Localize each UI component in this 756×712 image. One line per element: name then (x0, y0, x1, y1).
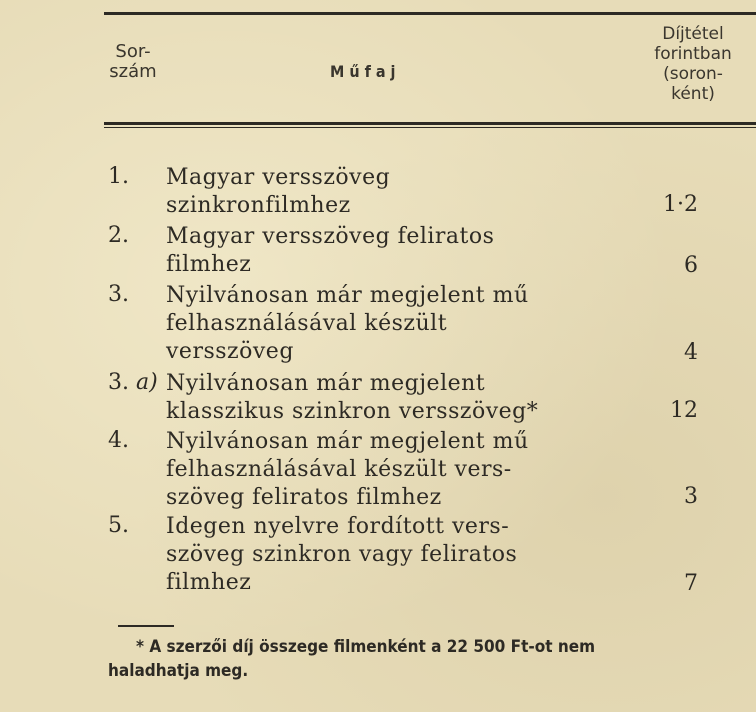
row-line: klasszikus szinkron versszöveg* (166, 399, 539, 424)
footnote-line: haladhatja meg. (108, 661, 249, 681)
row-fee: 6 (684, 253, 698, 278)
header-dijtetel-line: Díjtétel (662, 24, 724, 44)
header-rule (104, 122, 756, 125)
row-fee: 1·2 (663, 192, 698, 217)
row-description (166, 370, 538, 426)
row-number: 5. (108, 513, 129, 538)
top-rule (104, 12, 756, 15)
row-line: filmhez (166, 252, 252, 277)
header-mufaj: Műfaj (330, 62, 401, 81)
row-line: szinkronfilmhez (166, 193, 351, 218)
row-line: versszöveg (166, 339, 294, 364)
header-dijtetel-line: forintban (654, 44, 732, 64)
header-sorszam-line: Sor- (115, 41, 151, 62)
header-sorszam (100, 42, 166, 82)
row-fee: 12 (670, 398, 698, 423)
row-line: Nyilvánosan már megjelent mű (166, 429, 529, 454)
row-description (166, 223, 494, 279)
row-number: 2. (108, 223, 129, 248)
footnote-rule (118, 625, 174, 627)
header-dijtetel-line: (soron- (663, 64, 723, 84)
row-description (166, 164, 390, 220)
row-line: Nyilvánosan már megjelent mű (166, 283, 529, 308)
header-rule-thin (104, 127, 756, 128)
row-line: Idegen nyelvre fordított vers- (166, 514, 510, 539)
row-description (166, 282, 529, 366)
row-fee: 3 (684, 484, 698, 509)
row-line: filmhez (166, 570, 252, 595)
row-line: Nyilvánosan már megjelent (166, 371, 486, 396)
header-dijtetel-line: ként) (671, 84, 715, 104)
row-fee: 7 (684, 571, 698, 596)
row-line: felhasználásával készült (166, 311, 448, 336)
header-dijtetel (630, 24, 756, 104)
row-fee: 4 (684, 340, 698, 365)
row-number: 1. (108, 164, 129, 189)
row-line: Magyar versszöveg (166, 165, 391, 190)
row-description (166, 428, 529, 512)
row-number: 4. (108, 428, 129, 453)
row-description (166, 513, 517, 597)
row-line: szöveg feliratos filmhez (166, 485, 442, 510)
header-sorszam-line: szám (109, 61, 157, 82)
row-line: Magyar versszöveg feliratos (166, 224, 495, 249)
row-number: 3. a) (108, 370, 158, 395)
row-number: 3. (108, 282, 129, 307)
footnote-line: * A szerzői díj összege filmenként a 22 500 Ft-ot nem (136, 637, 596, 657)
row-line: felhasználásával készült vers- (166, 457, 512, 482)
row-line: szöveg szinkron vagy feliratos (166, 542, 518, 567)
